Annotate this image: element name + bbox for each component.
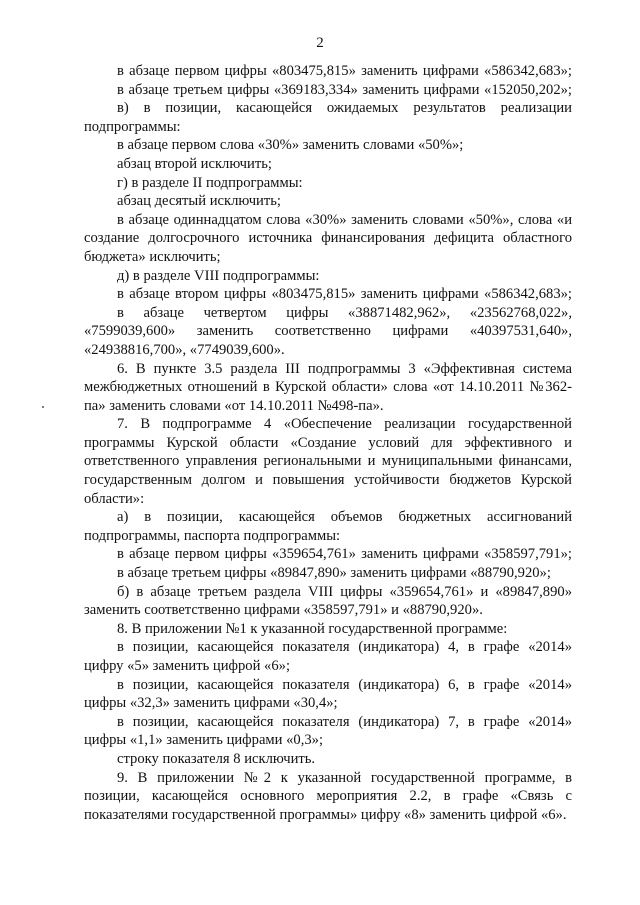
paragraph: д) в разделе VIII подпрограммы: xyxy=(117,267,320,284)
paragraph: в абзаце первом цифры «359654,761» заменить цифрами «358597,791»; xyxy=(117,546,572,563)
paragraph: в абзаце первом цифры «803475,815» заменить цифрами «586342,683»; xyxy=(117,63,572,79)
paragraph: 8. В приложении №1 к указанной государственной программе: xyxy=(117,620,508,637)
paragraph: а) в позиции, касающейся объемов бюджетных ассигнований подпрограммы, паспорта подпрограммы: xyxy=(84,509,572,544)
paragraph: в позиции, касающейся показателя (индикатора) 4, в графе «2014» цифру «5» заменить цифрой «6»; xyxy=(84,639,572,674)
paragraph: г) в разделе II подпрограммы: xyxy=(117,174,303,191)
paragraph: в позиции, касающейся показателя (индикатора) 6, в графе «2014» цифры «32,3» заменить цифрами «30,4»; xyxy=(84,676,572,712)
paragraph: в абзаце первом слова «30%» заменить словами «50%»; xyxy=(117,137,464,154)
paragraph: в абзаце третьем цифры «369183,334» заменить цифрами «152050,202»; xyxy=(117,81,572,98)
paragraph: абзац десятый исключить; xyxy=(117,193,281,210)
paragraph: в абзаце втором цифры «803475,815» заменить цифрами «586342,683»; xyxy=(117,286,572,303)
paragraph: б) в абзаце третьем раздела VIII цифры «359654,761» и «89847,890» заменить соответственно цифрами «358597,791» и «88790,920». xyxy=(84,583,572,619)
page-number: 2 xyxy=(316,35,324,51)
paragraph: в абзаце одиннадцатом слова «30%» заменить словами «50%», слова «и создание долгосрочного источника финансирования дефицита областного бюджета» исключить; xyxy=(84,211,572,265)
paragraph: строку показателя 8 исключить. xyxy=(117,750,316,767)
paragraph: 9. В приложении №2 к указанной государственной программе, в позиции, касающейся основного мероприятия 2.2, в графе «Связь с показателями государственной программы» цифру «8» заменить цифрой «6». xyxy=(84,769,572,823)
paragraph: в абзаце третьем цифры «89847,890» заменить цифрами «88790,920»; xyxy=(117,565,551,582)
paragraph: в) в позиции, касающейся ожидаемых результатов реализации подпрограммы: xyxy=(84,100,572,135)
paragraph: 6. В пункте 3.5 раздела III подпрограммы 3 «Эффективная система межбюджетных отношений в Курской области» слова «от 14.10.2011 №362-па» заменить словами «от 14.10.2011 №498-па». xyxy=(84,360,572,414)
scan-artifact-dot xyxy=(42,406,44,408)
paragraph: в абзаце четвертом цифры «38871482,962», «23562768,022», «7599039,600» заменить соответственно цифрами «40397531,640», «24938816,700», «7749039,600». xyxy=(84,304,572,358)
paragraph: в позиции, касающейся показателя (индикатора) 7, в графе «2014» цифры «1,1» заменить цифрами «0,3»; xyxy=(84,713,572,749)
paragraph: 7. В подпрограмме 4 «Обеспечение реализации государственной программы Курской области «Создание условий для эффективного и ответственного управления региональными и муниципальными финансами, государственным долгом и повышения устойчивости бюджетов Курской области»: xyxy=(84,416,572,507)
document-body xyxy=(84,62,572,824)
paragraph: абзац второй исключить; xyxy=(117,155,272,172)
